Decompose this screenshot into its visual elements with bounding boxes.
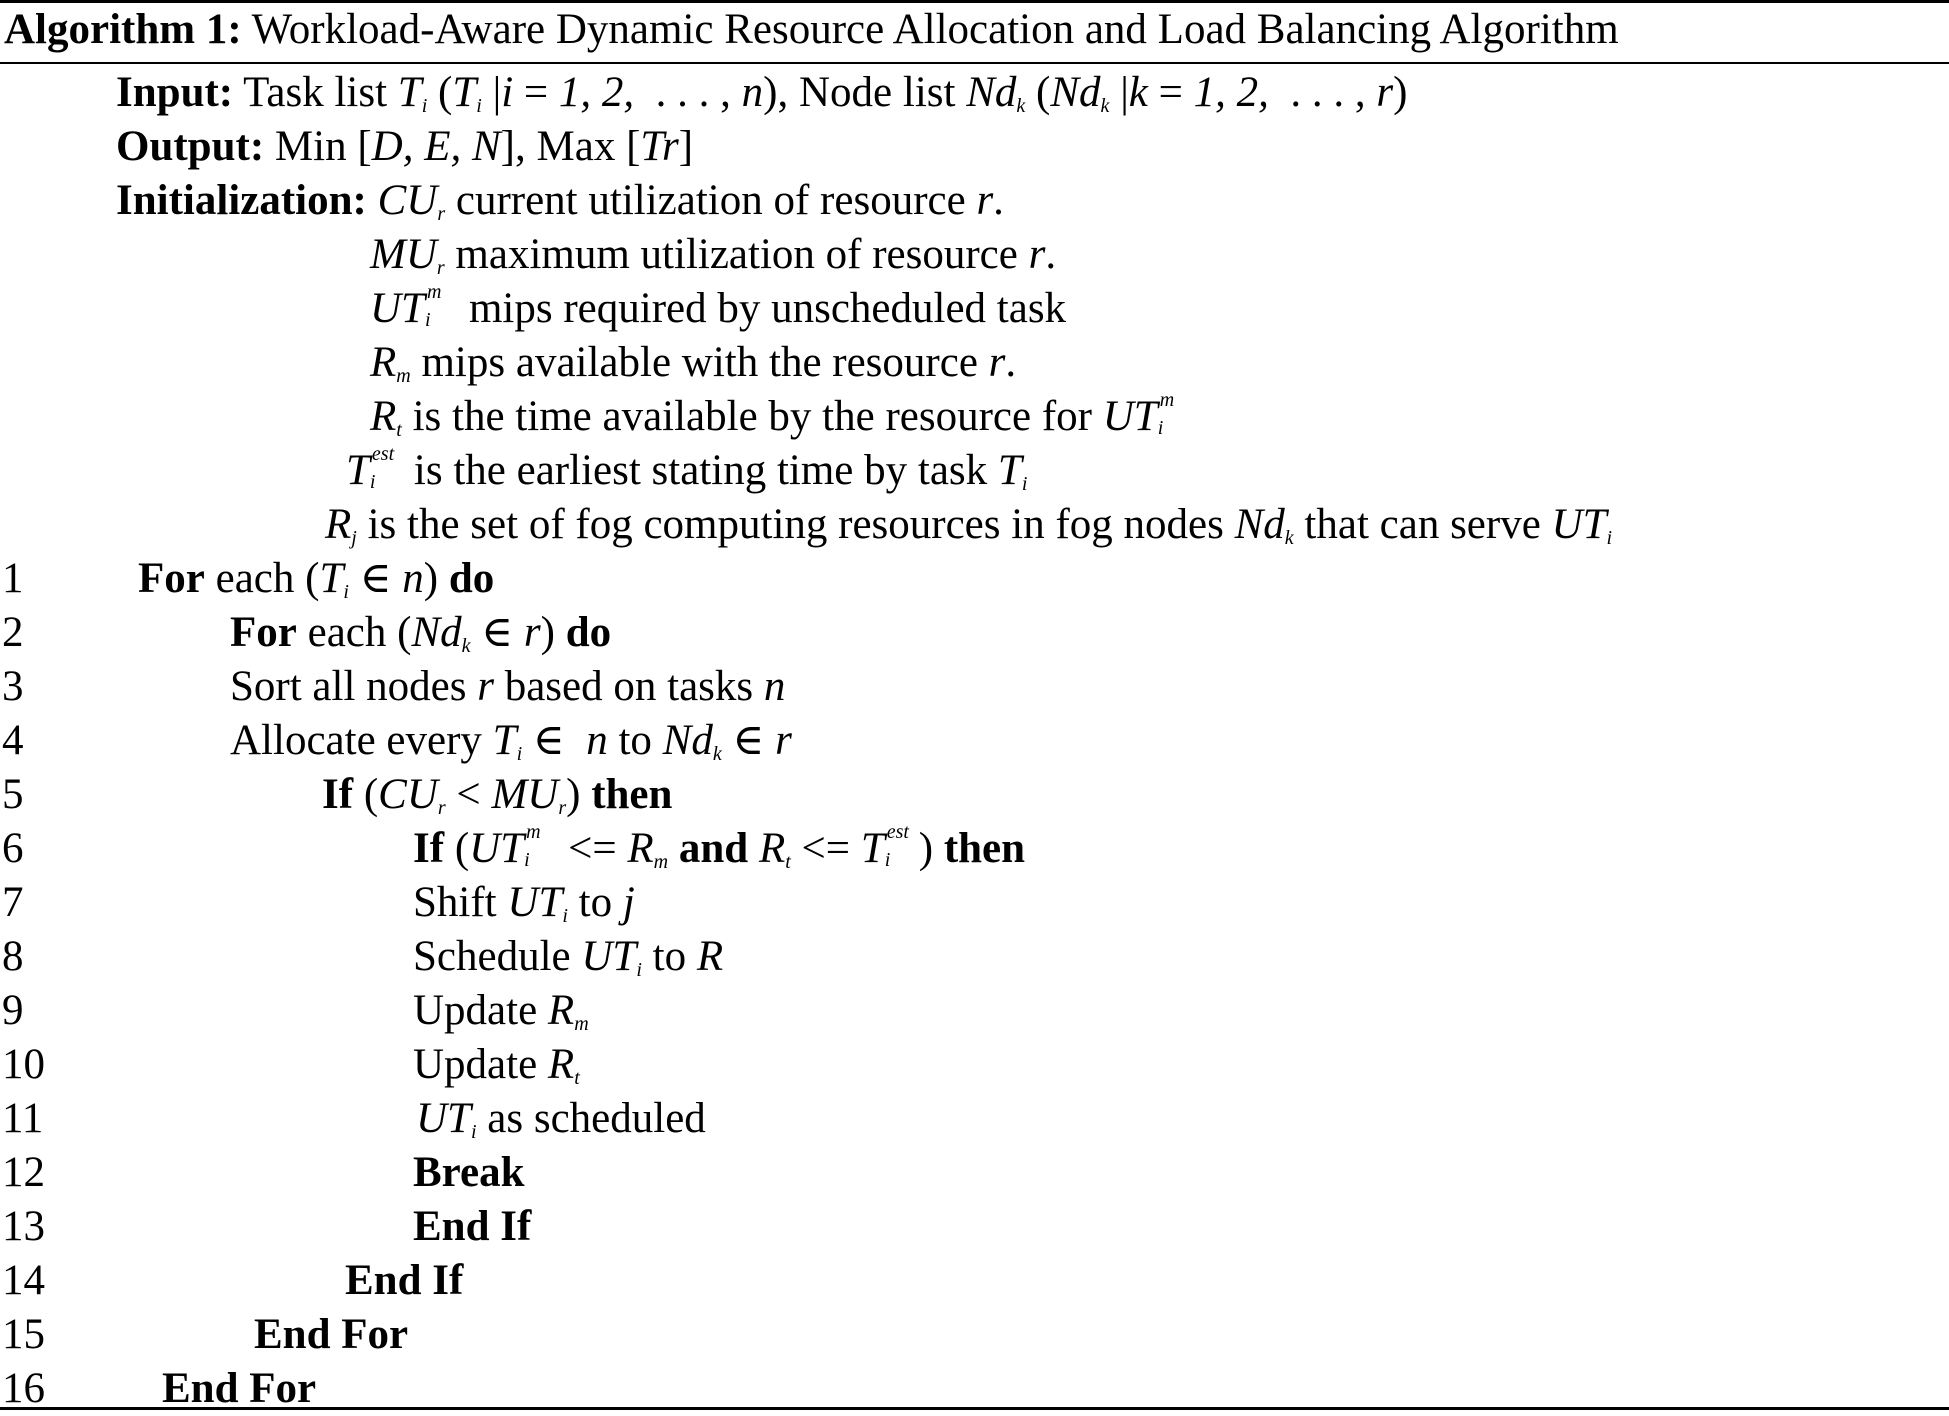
input-label: Input: (116, 69, 234, 116)
step-3: 3 Sort all nodes r based on tasks n (0, 660, 1949, 714)
step-14: 14 End If (0, 1254, 1949, 1308)
step-16: 16 End For (0, 1362, 1949, 1416)
init-line-6: T est i is the earliest stating time by task $T_i$ (346, 443, 1028, 495)
line-number: 15 (2, 1311, 45, 1358)
input-line: Input: Task list $T_i$ ($T_i$ |i = 1, 2, . . . , n), Node list $Nd_k$ ($Nd_k$ |k = 1, 2, . . . , r) (116, 69, 1408, 117)
init-line-3: UT m i mips required by unscheduled task (370, 281, 1067, 332)
step-13: 13 End If (0, 1200, 1949, 1254)
init-line-2: $MU_r$ maximum utilization of resource r. (370, 231, 1057, 279)
line-number: 1 (2, 555, 24, 602)
algorithm-label: Algorithm 1: (4, 6, 242, 53)
header-rule (0, 62, 1949, 64)
step-10: 10 Update $R_t$ (0, 1038, 1949, 1092)
line-number: 8 (2, 933, 24, 980)
step-4: 4 Allocate every $T_i$ ∈ n to $Nd_k$ ∈ r (0, 714, 1949, 768)
line-number: 9 (2, 987, 24, 1034)
init-line-7: $R_j$ is the set of fog computing resources in fog nodes $Nd_k$ that can serve $UT_i$ (325, 501, 1613, 549)
step-5: 5 If $(CU_r < MU_r)$ then (0, 768, 1949, 822)
output-label: Output: (116, 123, 265, 170)
init-line-1: Initialization: $CU_r$ current utilization of resource r. (116, 177, 1004, 225)
line-number: 2 (2, 609, 24, 656)
line-number: 6 (2, 825, 24, 872)
init-label: Initialization: (116, 177, 367, 224)
line-number: 7 (2, 879, 24, 926)
line-number: 10 (2, 1041, 45, 1088)
step-1: 1 For each ($T_i$ ∈ n) do (0, 552, 1949, 606)
step-12: 12 Break (0, 1146, 1949, 1200)
step-11: 11 $UT_i$ as scheduled (0, 1092, 1949, 1146)
line-number: 12 (2, 1149, 45, 1196)
line-number: 4 (2, 717, 24, 764)
line-number: 11 (2, 1095, 44, 1142)
step-2: 2 For each ($Nd_k$ ∈ r) do (0, 606, 1949, 660)
init-line-5: $R_t$ is the time available by the resource for UT m i (370, 389, 1175, 441)
step-9: 9 Update $R_m$ (0, 984, 1949, 1038)
line-number: 13 (2, 1203, 45, 1250)
output-line: Output: Min [D, E, N], Max [Tr] (116, 123, 694, 170)
algorithm-name: Workload-Aware Dynamic Resource Allocation and Load Balancing Algorithm (251, 6, 1619, 53)
init-line-4: $R_m$ mips available with the resource r. (370, 339, 1017, 387)
algorithm-title (4, 3, 1619, 57)
line-number: 3 (2, 663, 24, 710)
line-number: 5 (2, 771, 24, 818)
step-7: 7 Shift $UT_i$ to j (0, 876, 1949, 930)
line-number: 14 (2, 1257, 45, 1304)
step-6: 6 If (UT m i <= $R_m$ and $R_t <= T$ est i ) then (0, 822, 1949, 876)
step-8: 8 Schedule $UT_i$ to R (0, 930, 1949, 984)
line-number: 16 (2, 1365, 45, 1412)
step-15: 15 End For (0, 1308, 1949, 1362)
